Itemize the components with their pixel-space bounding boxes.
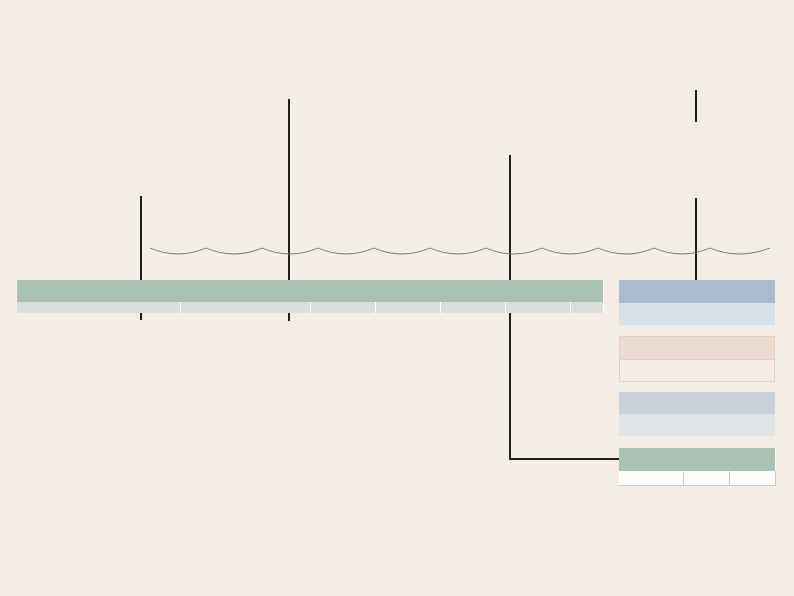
pointer-line-total xyxy=(695,90,697,122)
col-header-bought xyxy=(570,302,603,313)
col-header-store xyxy=(180,302,310,313)
number-purchased-card xyxy=(619,392,775,436)
col-header-sale-end xyxy=(505,302,570,313)
total-cost-value xyxy=(619,303,775,325)
number-items-card xyxy=(619,336,775,382)
col-header-regular-cost xyxy=(375,302,440,313)
col-header-store-name xyxy=(619,471,683,486)
number-items-value xyxy=(619,360,775,382)
col-header-from xyxy=(683,471,729,486)
total-cost-card xyxy=(619,280,775,325)
stores-section-title xyxy=(619,448,775,471)
sales-table xyxy=(17,280,604,313)
col-header-item xyxy=(17,302,180,313)
sales-section-title xyxy=(17,280,603,302)
number-items-label xyxy=(619,336,775,360)
stores-table xyxy=(619,448,776,486)
col-header-to xyxy=(729,471,775,486)
number-purchased-value xyxy=(619,414,775,436)
pointer-line-stores-horizontal xyxy=(509,458,620,460)
col-header-sale-cost xyxy=(310,302,375,313)
string-lights-icon xyxy=(148,236,778,272)
number-purchased-label xyxy=(619,392,775,414)
total-cost-label xyxy=(619,280,775,303)
col-header-sale-start xyxy=(440,302,505,313)
